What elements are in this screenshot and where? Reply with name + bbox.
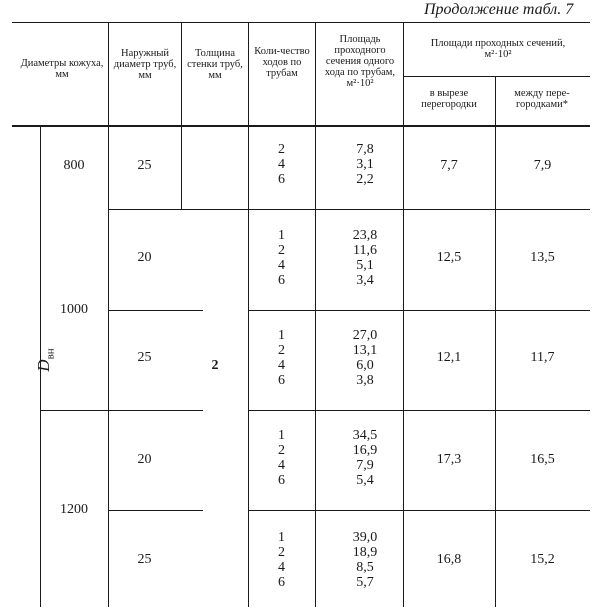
rule-col-b xyxy=(108,22,109,607)
rule-col-g xyxy=(495,76,496,607)
header-wall-thickness: Толщина стенки труб, мм xyxy=(187,48,243,81)
header-between-baffles: между пере-городками* xyxy=(514,88,570,110)
header-area-per-pass: Площадь проходного сечения одного хода по трубам, м²·10² xyxy=(324,34,396,89)
pass-counts: 1 2 4 6 xyxy=(278,428,285,488)
shell-diameter-800: 800 xyxy=(63,158,85,173)
area-in-cut: 17,3 xyxy=(436,452,462,467)
pass-areas: 7,8 3,1 2,2 xyxy=(356,142,374,187)
area-in-cut: 7,7 xyxy=(440,158,458,173)
shell-diameter-1200: 1200 xyxy=(60,502,88,517)
table-caption: Продолжение табл. 7 xyxy=(424,1,574,18)
area-between-baffles: 13,5 xyxy=(530,250,555,265)
header-in-cut: в вырезе перегородки xyxy=(421,88,477,110)
outer-diameter: 20 xyxy=(137,250,152,265)
pass-areas: 39,0 18,9 8,5 5,7 xyxy=(352,530,378,590)
rule-row-3 xyxy=(40,410,203,411)
rule-top xyxy=(12,22,590,23)
shell-diameter-1000: 1000 xyxy=(60,302,88,317)
rule-col-d xyxy=(248,22,249,607)
outer-diameter: 20 xyxy=(137,452,152,467)
pass-counts: 1 2 4 6 xyxy=(278,328,285,388)
inner-diameter-label: $D_{вн}$ xyxy=(34,348,57,372)
rule-row-2 xyxy=(108,310,203,311)
pass-counts: 2 4 6 xyxy=(278,142,285,187)
wall-thickness-value: 2 xyxy=(211,358,219,373)
pass-counts: 1 2 4 6 xyxy=(278,228,285,288)
area-between-baffles: 11,7 xyxy=(530,350,555,365)
area-in-cut: 16,8 xyxy=(436,552,462,567)
pass-areas: 27,0 13,1 6,0 3,8 xyxy=(352,328,378,388)
rule-row-4 xyxy=(108,510,203,511)
rule-row-2b xyxy=(248,310,590,311)
rule-col-f xyxy=(403,22,404,607)
header-shell-diameter: Диаметры кожуха, мм xyxy=(20,58,104,80)
rule-col-e xyxy=(315,22,316,607)
outer-diameter: 25 xyxy=(137,552,152,567)
area-between-baffles: 7,9 xyxy=(533,158,552,173)
rule-col-c xyxy=(181,22,182,127)
pass-counts: 1 2 4 6 xyxy=(278,530,285,590)
pass-areas: 23,8 11,6 5,1 3,4 xyxy=(352,228,378,288)
pass-areas: 34,5 16,9 7,9 5,4 xyxy=(352,428,378,488)
rule-header-split xyxy=(403,76,590,77)
outer-diameter: 25 xyxy=(137,158,152,173)
outer-diameter: 25 xyxy=(137,350,152,365)
rule-col-c2 xyxy=(181,127,182,210)
area-in-cut: 12,5 xyxy=(436,250,462,265)
header-pass-count: Коли-чество ходов по трубам xyxy=(254,46,310,79)
rule-header-bottom xyxy=(12,125,590,127)
rule-row-4b xyxy=(248,510,590,511)
header-flow-areas: Площади проходных сечений, м²·10² xyxy=(430,38,566,60)
area-between-baffles: 16,5 xyxy=(530,452,555,467)
header-outer-diameter: Наружный диаметр труб, мм xyxy=(113,48,177,81)
area-in-cut: 12,1 xyxy=(436,350,462,365)
area-between-baffles: 15,2 xyxy=(530,552,555,567)
rule-row-3b xyxy=(248,410,590,411)
